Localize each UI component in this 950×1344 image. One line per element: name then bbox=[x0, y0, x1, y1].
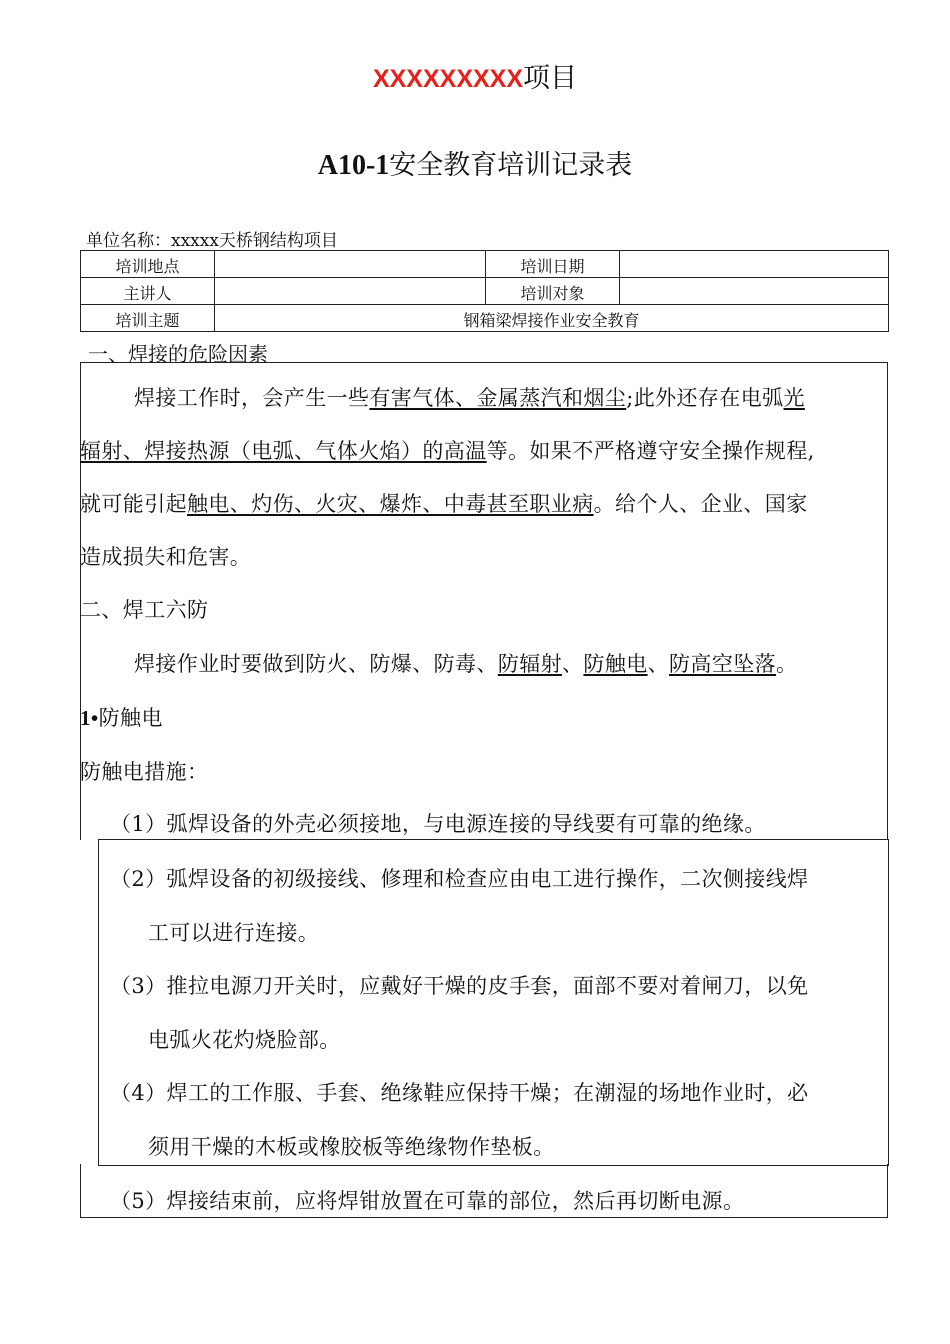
topic-label: 培训主题 bbox=[81, 305, 215, 332]
measure-5: （5）焊接结束前，应将焊钳放置在可靠的部位，然后再切断电源。 bbox=[110, 1189, 745, 1213]
underlined-text: 有害气体、金属蒸汽和烟尘 bbox=[369, 386, 627, 410]
audience-label: 培训对象 bbox=[486, 278, 620, 305]
project-name-redacted: XXXXXXXXX bbox=[372, 65, 524, 93]
location-field[interactable] bbox=[215, 251, 486, 278]
underlined-text: 触电、灼伤、火灾、爆炸、中毒甚至职业病 bbox=[187, 492, 594, 516]
training-info-table bbox=[80, 250, 889, 332]
date-label: 培训日期 bbox=[486, 251, 620, 278]
subsection-electric-shock bbox=[80, 702, 163, 732]
lecturer-label: 主讲人 bbox=[81, 278, 215, 305]
measure-4-line-1: （4）焊工的工作服、手套、绝缘鞋应保持干燥；在潮湿的场地作业时，必 bbox=[110, 1081, 809, 1105]
table-row bbox=[81, 278, 889, 305]
measure-1: （1）弧焊设备的外壳必须接地，与电源连接的导线要有可靠的绝缘。 bbox=[110, 812, 766, 836]
underlined-text: 防高空坠落 bbox=[669, 652, 777, 676]
underlined-text: 防触电 bbox=[583, 652, 648, 676]
lecturer-field[interactable] bbox=[215, 278, 486, 305]
text: 焊接作业时要做到防火、防爆、防毒、 bbox=[134, 652, 498, 676]
date-field[interactable] bbox=[620, 251, 889, 278]
text: ;此外还存在电弧 bbox=[626, 386, 784, 410]
unit-name: 单位名称：xxxxx天桥钢结构项目 bbox=[86, 231, 338, 251]
table-row bbox=[81, 305, 889, 332]
underlined-text: 辐射、焊接热源（电弧、气体火焰）的高温 bbox=[80, 439, 487, 463]
section-title-hazards: 一、焊接的危险因素 bbox=[88, 342, 268, 366]
hazard-paragraph-line-2 bbox=[80, 435, 815, 465]
six-prevention-intro bbox=[134, 648, 797, 678]
text: 、 bbox=[562, 652, 584, 676]
underlined-text: 防辐射 bbox=[497, 652, 563, 676]
text: 。给个人、企业、国家 bbox=[593, 492, 808, 516]
text: 就可能引起 bbox=[80, 492, 187, 516]
hazard-paragraph-line-4: 造成损失和危害。 bbox=[80, 545, 252, 569]
form-name: 安全教育培训记录表 bbox=[389, 150, 633, 181]
form-title bbox=[0, 143, 950, 182]
measure-4-line-2: 须用干燥的木板或橡胶板等绝缘物作垫板。 bbox=[148, 1135, 555, 1159]
project-suffix: 项目 bbox=[523, 63, 578, 94]
text: 、 bbox=[647, 652, 670, 676]
measure-2-line-2: 工可以进行连接。 bbox=[148, 921, 320, 945]
topic-field[interactable]: 钢箱梁焊接作业安全教育 bbox=[215, 305, 889, 332]
hazard-paragraph-line-3 bbox=[80, 488, 808, 518]
text: 焊接工作时，会产生一些 bbox=[134, 386, 370, 410]
subsection-title: 防触电 bbox=[98, 706, 163, 730]
form-code: A10-1 bbox=[317, 150, 390, 181]
location-label: 培训地点 bbox=[81, 251, 215, 278]
measure-3-line-1: （3）推拉电源刀开关时，应戴好干燥的皮手套，面部不要对着闸刀，以免 bbox=[110, 974, 809, 998]
text: 。 bbox=[776, 652, 798, 676]
text: 等。如果不严格遵守安全操作规程, bbox=[486, 439, 815, 463]
table-row bbox=[81, 251, 889, 278]
section-title-six-prevention: 二、焊工六防 bbox=[80, 598, 209, 622]
audience-field[interactable] bbox=[620, 278, 889, 305]
hazard-paragraph-line-1 bbox=[134, 382, 805, 412]
measures-title: 防触电措施： bbox=[80, 760, 209, 784]
subsection-number: 1• bbox=[80, 706, 99, 730]
project-title bbox=[0, 56, 950, 95]
measure-2-line-1: （2）弧焊设备的初级接线、修理和检查应由电工进行操作，二次侧接线焊 bbox=[110, 867, 809, 891]
underlined-text: 光 bbox=[783, 386, 805, 410]
measure-3-line-2: 电弧火花灼烧脸部。 bbox=[148, 1028, 341, 1052]
